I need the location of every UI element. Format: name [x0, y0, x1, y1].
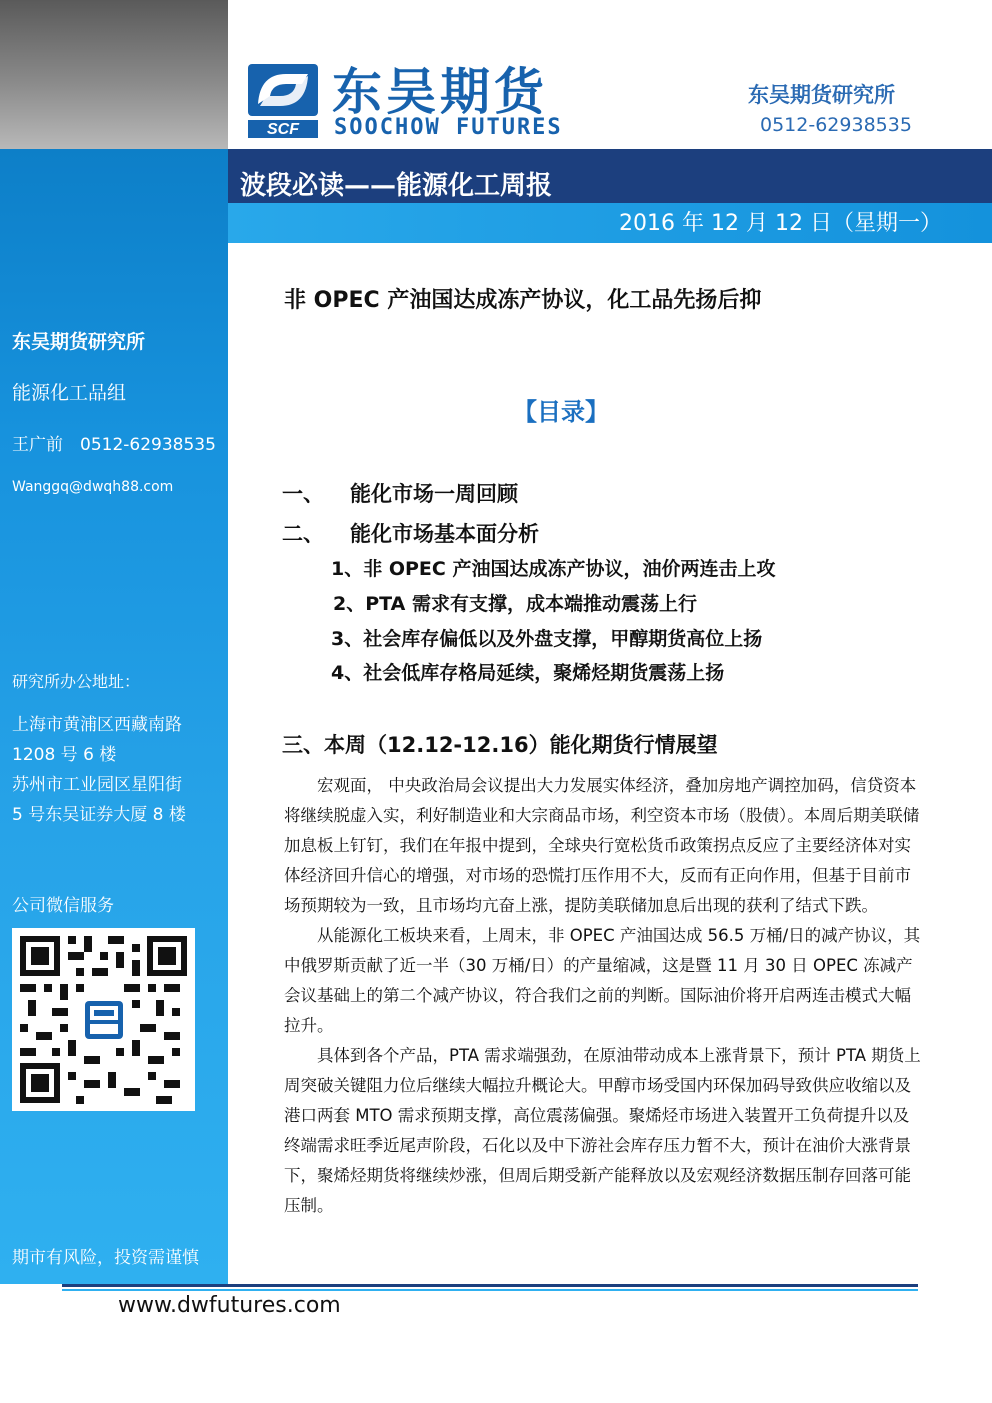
logo-badge-text: SCF: [267, 121, 299, 138]
sidebar-wechat-label: 公司微信服务: [12, 896, 114, 916]
sidebar: [0, 149, 228, 1284]
toc-title: 【目录】: [513, 398, 609, 426]
toc-item-label: 能化市场一周回顾: [350, 482, 518, 506]
toc-item-label: 能化市场基本面分析: [350, 522, 539, 546]
body-text: [284, 771, 924, 1221]
risk-notice: 期市有风险，投资需谨慎: [12, 1248, 199, 1268]
body-paragraph: 从能源化工板块来看，上周末，非 OPEC 产油国达成 56.5 万桶/日的减产协议，其中俄罗斯贡献了近一半（30 万桶/日）的产量缩减，这是暨 11 月 30 日 OPEC 冻减产会议基础上的第二个减产协议，符合我们之前的判断。国际油价将开启两连击模式大幅拉升。: [284, 926, 921, 1035]
sidebar-address-title: 研究所办公地址：: [12, 672, 141, 691]
toc-subitem[interactable]: 2、PTA 需求有支撑，成本端推动震荡上行: [333, 593, 697, 615]
footer-divider: [62, 1284, 918, 1287]
toc-item-number: 一、: [282, 482, 324, 506]
report-title: 波段必读——能源化工周报: [240, 171, 553, 201]
logo-text-en: SOOCHOW FUTURES: [334, 115, 563, 140]
sidebar-address-line: 苏州市工业园区星阳街: [12, 775, 182, 795]
scf-logo-icon: [246, 62, 322, 140]
sidebar-analyst: 王广前 0512-62938535: [12, 435, 216, 455]
footer-divider-accent: [62, 1289, 918, 1291]
section-3-heading: 三、本周（12.12-12.16）能化期货行情展望: [282, 733, 718, 757]
wechat-qr-code: [12, 928, 195, 1111]
body-paragraph: 宏观面， 中央政治局会议提出大力发展实体经济，叠加房地产调控加码，信贷资本将继续脱虚入实，利好制造业和大宗商品市场，利空资本市场（股债）。本周后期美联储加息板上钉钉，我们在年报中提到，全球央行宽松货币政策拐点反应了主要经济体对实体经济回升信心的增强，对市场的恐慌打压作用不大，反而有正向作用，但基于目前市场预期较为一致，且市场均亢奋上涨，提防美联储加息后出现的获利了结式下跌。: [284, 776, 920, 915]
sidebar-address-line: 上海市黄浦区西藏南路: [12, 715, 182, 735]
sidebar-group: 能源化工品组: [12, 382, 127, 404]
toc-subitem[interactable]: 3、社会库存偏低以及外盘支撑，甲醇期货高位上扬: [331, 628, 763, 650]
top-left-corner-block: [0, 0, 228, 149]
sidebar-address-line: 1208 号 6 楼: [12, 745, 117, 765]
header-org-name: 东吴期货研究所: [748, 83, 895, 107]
toc-item[interactable]: [282, 478, 518, 508]
toc-subitem[interactable]: 4、社会低库存格局延续，聚烯烃期货震荡上扬: [331, 662, 725, 684]
header-phone: 0512-62938535: [760, 114, 912, 136]
toc-subitem[interactable]: 1、非 OPEC 产油国达成冻产协议，油价两连击上攻: [331, 558, 776, 580]
logo-text-cn: 东吴期货: [332, 63, 548, 121]
website-link[interactable]: www.dwfutures.com: [118, 1293, 341, 1318]
report-date: 2016 年 12 月 12 日（星期一）: [619, 211, 942, 236]
sidebar-org: 东吴期货研究所: [12, 331, 146, 353]
company-logo: [246, 62, 322, 144]
sidebar-email[interactable]: Wanggq@dwqh88.com: [12, 479, 174, 495]
toc-item-number: 二、: [282, 522, 324, 546]
body-paragraph: 具体到各个产品，PTA 需求端强劲，在原油带动成本上涨背景下，预计 PTA 期货上周突破关键阻力位后继续大幅拉升概论大。甲醇市场受国内环保加码导致供应收缩以及港口两套 MTO 需求预期支撑，高位震荡偏强。聚烯烃市场进入装置开工负荷提升以及终端需求旺季近尾声阶段，石化以及中下游社会库存压力暂不大，预计在油价大涨背景下，聚烯烃期货将继续炒涨，但周后期受新产能释放以及宏观经济数据压制存回落可能压制。: [284, 1046, 921, 1215]
qr-code-icon: [12, 928, 195, 1111]
toc-item[interactable]: [282, 518, 539, 548]
report-headline: 非 OPEC 产油国达成冻产协议，化工品先扬后抑: [284, 288, 762, 313]
sidebar-address-line: 5 号东吴证券大厦 8 楼: [12, 805, 186, 825]
